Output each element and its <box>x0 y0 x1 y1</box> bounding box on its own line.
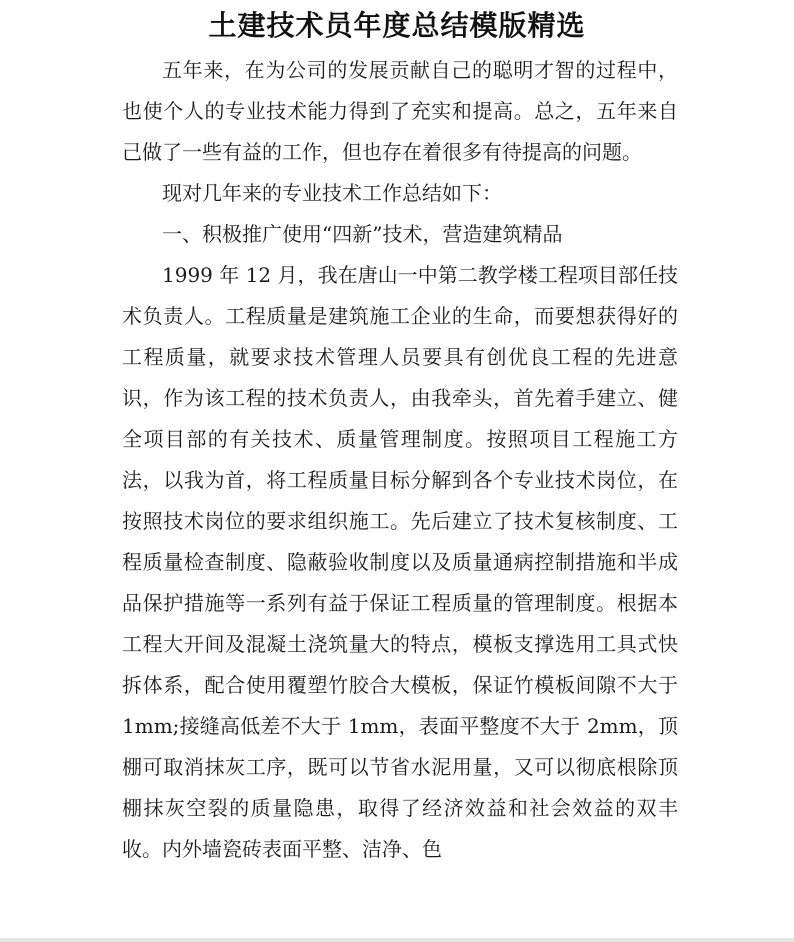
page-bottom-edge <box>0 938 794 942</box>
paragraph-summary-lead: 现对几年来的专业技术工作总结如下： <box>162 181 502 205</box>
section-heading-1: 一、积极推广使用“四新”技术，营造建筑精品 <box>162 222 563 246</box>
document-title: 土建技术员年度总结模版精选 <box>208 9 586 42</box>
paragraph-section-1-body: 1999 年 12 月，我在唐山一中第二教学楼工程项目部任技术负责人。工程质量是建筑施工企业的生命，而要想获得好的工程质量，就要求技术管理人员要具有创优良工程的先进意识，作为该工程的技术负责人，由我牵头，首先着手建立、健全项目部的有关技术、质量管理制度。按照项目工程施工方法，以我为首，将工程质量目标分解到各个专业技术岗位，在按照技术岗位的要求组织施工。先后建立了技术复核制度、工程质量检查制度、隐蔽验收制度以及质量通病控制措施和半成品保护措施等一系列有益于保证工程质量的管理制度。根据本工程大开间及混凝土浇筑量大的特点，模板支撑选用工具式快拆体系，配合使用覆塑竹胶合大模板，保证竹模板间隙不大于 1mm;接缝高低差不大于 1mm，表面平整度不大于 2mm，顶棚可取消抹灰工序，既可以节省水泥用量，又可以彻底根除顶棚抹灰空裂的质量隐患，取得了经济效益和社会效益的双丰收。内外墙瓷砖表面平整、洁净、色 <box>122 263 678 861</box>
paragraph-intro: 五年来，在为公司的发展贡献自己的聪明才智的过程中，也使个人的专业技术能力得到了充实和提高。总之，五年来自己做了一些有益的工作，但也存在着很多有待提高的问题。 <box>122 58 678 164</box>
document-body <box>122 50 678 870</box>
